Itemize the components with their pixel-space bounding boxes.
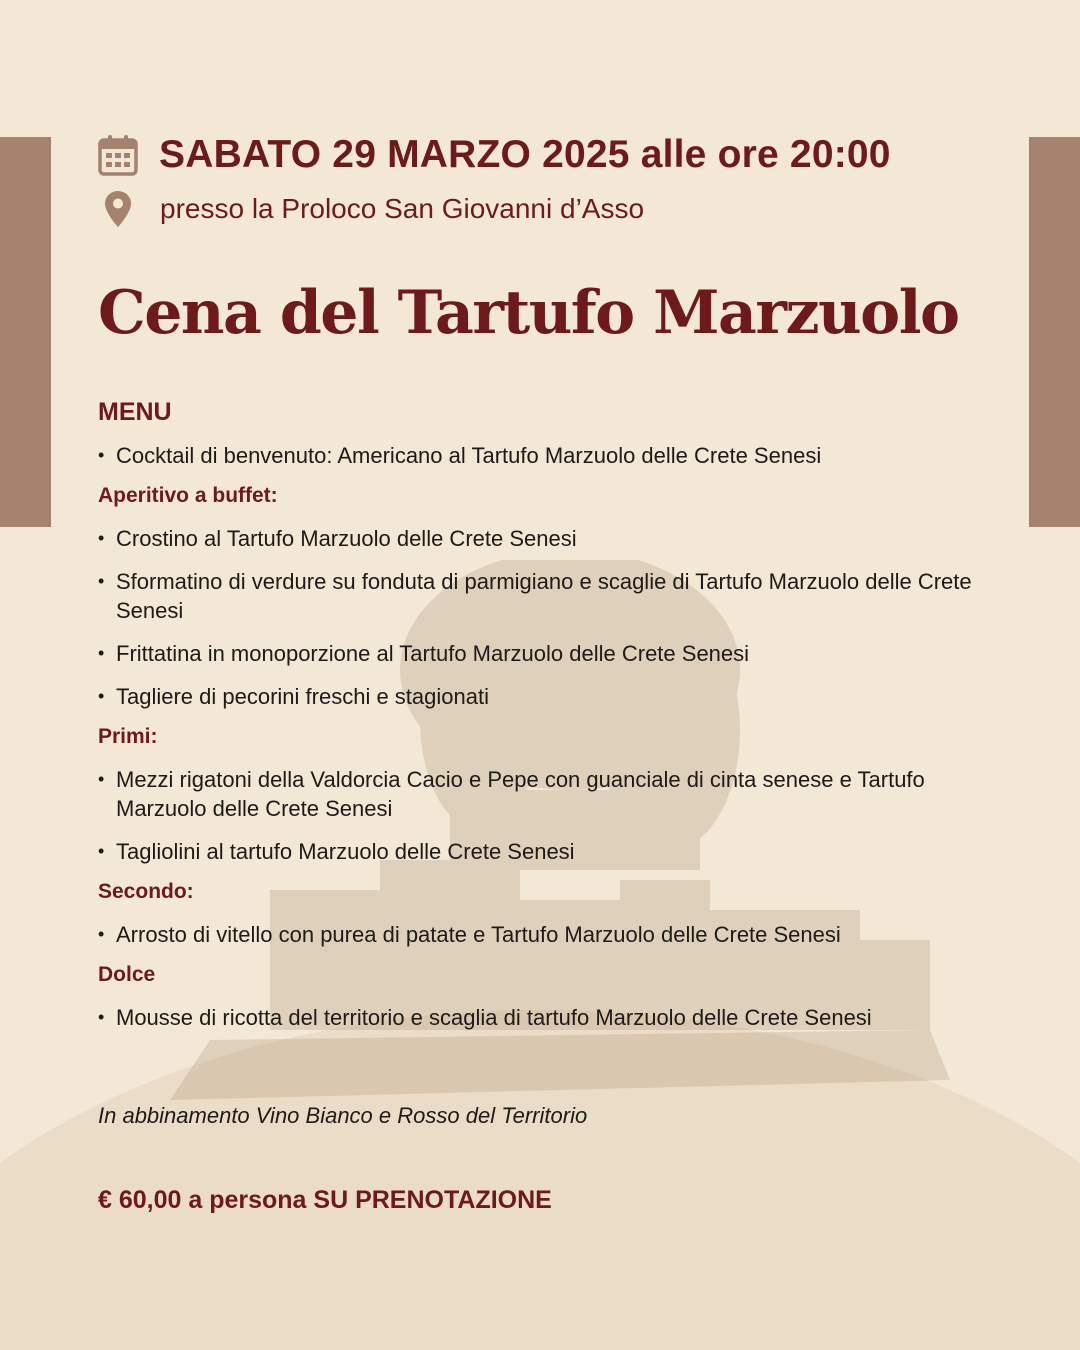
menu-item-text: Mousse di ricotta del territorio e scaglia di tartufo Marzuolo delle Crete Senesi — [116, 1005, 872, 1030]
menu-item — [98, 682, 1008, 711]
bullet: • — [98, 769, 105, 789]
menu-item-text: Frittatina in monoporzione al Tartufo Marzuolo delle Crete Senesi — [116, 641, 750, 666]
section-heading-primi: Primi: — [98, 725, 158, 748]
date-row — [98, 133, 891, 177]
menu-item-text: Sformatino di verdure su fonduta di parmigiano e scaglie di Tartufo Marzuolo delle Crete Senesi — [116, 569, 972, 623]
event-location: presso la Proloco San Giovanni d’Asso — [160, 193, 645, 224]
menu-item — [98, 1003, 1008, 1032]
bullet: • — [98, 643, 105, 663]
map-pin-icon — [104, 190, 132, 228]
bullet: • — [98, 445, 105, 465]
section-heading-secondo: Secondo: — [98, 880, 194, 903]
event-date: SABATO 29 MARZO 2025 alle ore 20:00 — [159, 133, 891, 176]
wine-pairing-note: In abbinamento Vino Bianco e Rosso del Territorio — [98, 1103, 588, 1128]
left-side-bar — [0, 137, 51, 527]
right-side-bar — [1029, 137, 1080, 527]
bullet: • — [98, 686, 105, 706]
bullet: • — [98, 924, 105, 944]
menu-item — [98, 837, 1008, 866]
menu-item-text: Tagliolini al tartufo Marzuolo delle Crete Senesi — [116, 839, 575, 864]
section-heading-dolce: Dolce — [98, 963, 156, 986]
menu-heading: MENU — [98, 398, 172, 426]
page-title: Cena del Tartufo Marzuolo — [98, 278, 959, 348]
menu — [98, 398, 1008, 1046]
menu-item — [98, 524, 1008, 553]
menu-item-text: Arrosto di vitello con purea di patate e Tartufo Marzuolo delle Crete Senesi — [116, 922, 841, 947]
menu-item — [98, 765, 1008, 823]
bullet: • — [98, 841, 105, 861]
menu-item-text: Tagliere di pecorini freschi e stagionati — [116, 684, 489, 709]
section-heading-aperitivo: Aperitivo a buffet: — [98, 484, 278, 507]
menu-item-text: Crostino al Tartufo Marzuolo delle Crete Senesi — [116, 526, 577, 551]
price: € 60,00 a persona SU PRENOTAZIONE — [98, 1186, 552, 1214]
menu-item — [98, 639, 1008, 668]
menu-item — [98, 441, 1008, 470]
menu-item — [98, 567, 1008, 625]
location-row — [98, 190, 644, 228]
bullet: • — [98, 571, 105, 591]
menu-item-text: Mezzi rigatoni della Valdorcia Cacio e Pepe con guanciale di cinta senese e Tartufo Marzuolo delle Crete Senesi — [116, 767, 925, 821]
menu-item-text: Cocktail di benvenuto: Americano al Tartufo Marzuolo delle Crete Senesi — [116, 443, 822, 468]
menu-item — [98, 920, 1008, 949]
bullet: • — [98, 528, 105, 548]
bullet: • — [98, 1007, 105, 1027]
calendar-icon — [98, 134, 138, 176]
